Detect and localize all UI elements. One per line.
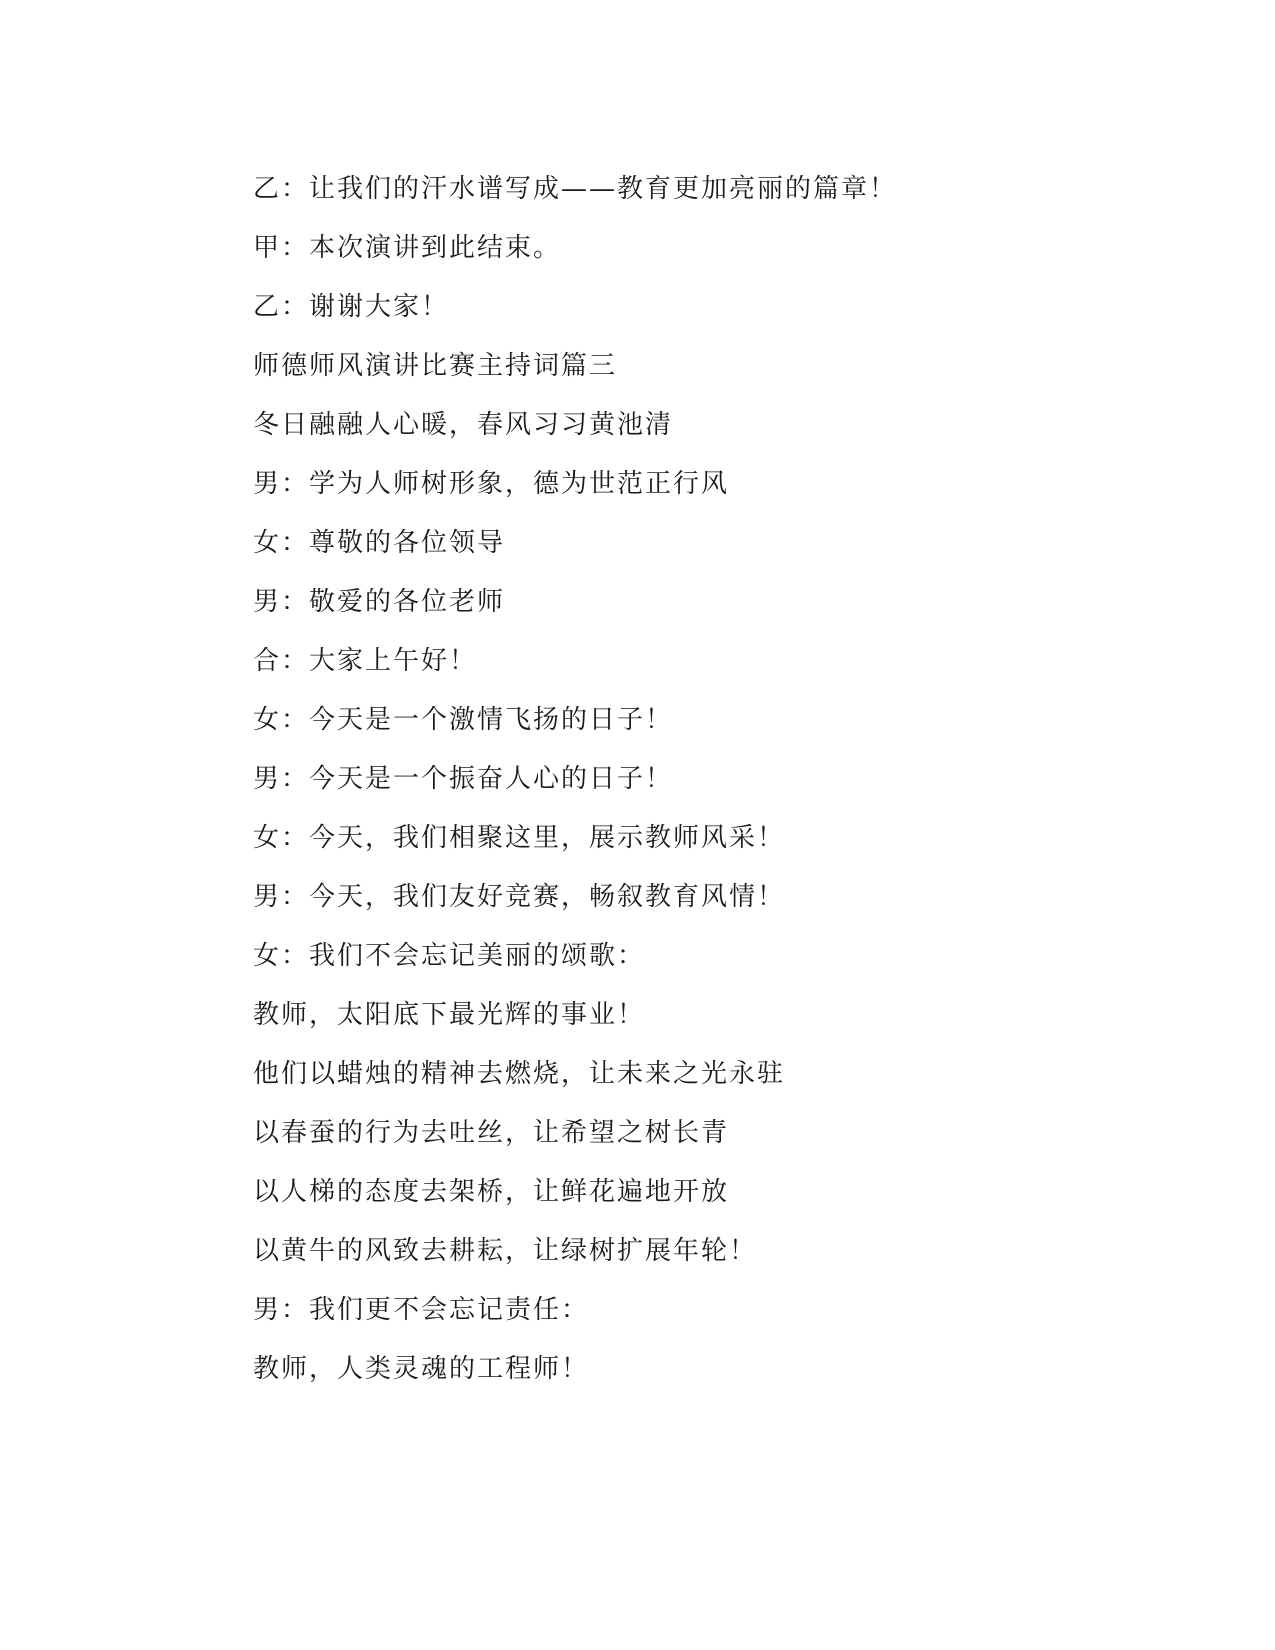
document-body (253, 160, 1053, 1399)
text-line: 女：尊敬的各位领导 (253, 528, 506, 558)
text-line: 甲：本次演讲到此结束。 (253, 233, 562, 263)
text-line: 冬日融融人心暖，春风习习黄池清 (253, 410, 674, 440)
text-line: 以春蚕的行为去吐丝，让希望之树长青 (253, 1118, 730, 1148)
text-line: 女：我们不会忘记美丽的颂歌： (253, 941, 646, 971)
section-heading: 师德师风演讲比赛主持词篇三 (253, 351, 618, 381)
text-line: 以黄牛的风致去耕耘，让绿树扩展年轮！ (253, 1236, 758, 1266)
text-line: 男：今天是一个振奋人心的日子！ (253, 764, 674, 794)
text-line: 女：今天，我们相聚这里，展示教师风采！ (253, 823, 786, 853)
text-line: 男：今天，我们友好竞赛，畅叙教育风情！ (253, 882, 786, 912)
text-line: 以人梯的态度去架桥，让鲜花遍地开放 (253, 1177, 730, 1207)
text-line: 教师，太阳底下最光辉的事业！ (253, 1000, 646, 1030)
text-line: 男：我们更不会忘记责任： (253, 1295, 590, 1325)
text-line: 男：敬爱的各位老师 (253, 587, 506, 617)
text-line: 乙：让我们的汗水谱写成——教育更加亮丽的篇章！ (253, 174, 898, 204)
text-line: 男：学为人师树形象，德为世范正行风 (253, 469, 730, 499)
text-line: 合：大家上午好！ (253, 646, 478, 676)
text-line: 他们以蜡烛的精神去燃烧，让未来之光永驻 (253, 1059, 786, 1089)
text-line: 教师，人类灵魂的工程师！ (253, 1354, 590, 1384)
text-line: 乙：谢谢大家！ (253, 292, 450, 322)
text-line: 女：今天是一个激情飞扬的日子！ (253, 705, 674, 735)
